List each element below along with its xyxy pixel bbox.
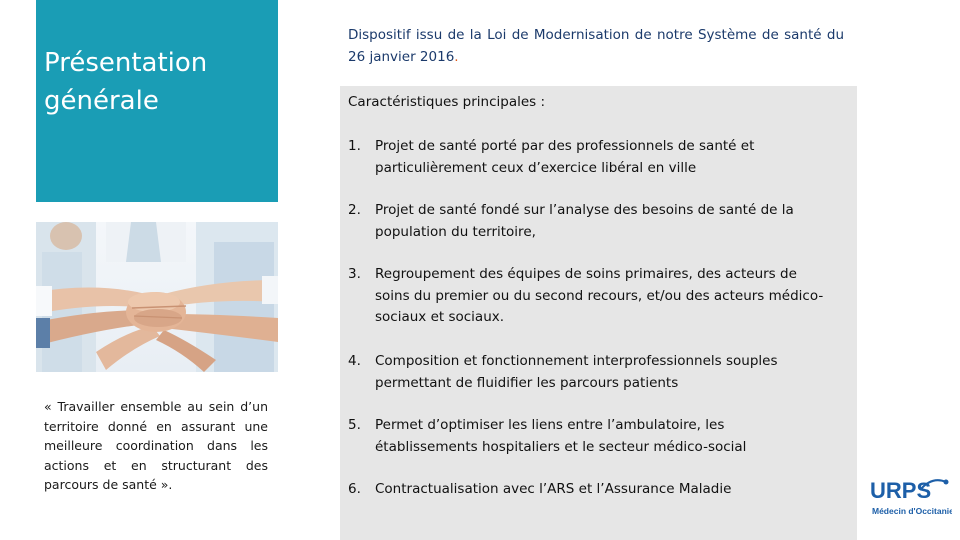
logo-name: URPS: [870, 478, 932, 503]
intro-paragraph: [348, 24, 844, 68]
list-item-text: Permet d’optimiser les liens entre l’ambulatoire, les établissements hospitaliers et le secteur médico-social: [375, 417, 747, 455]
list-item: [348, 200, 828, 243]
list-item-number: 2.: [348, 202, 361, 218]
list-item-number: 5.: [348, 417, 361, 433]
list-item-text: Projet de santé fondé sur l’analyse des besoins de santé de la population du territoire,: [375, 202, 794, 240]
panel-heading: Caractéristiques principales :: [348, 94, 546, 110]
characteristics-panel: [340, 86, 857, 540]
urps-logo-mark: [868, 470, 952, 520]
list-item: [348, 415, 828, 458]
list-item-text: Contractualisation avec l’ARS et l’Assurance Maladie: [375, 481, 732, 497]
page-title: Présentation générale: [44, 48, 208, 116]
list-item: [348, 264, 828, 329]
list-item-number: 6.: [348, 481, 361, 497]
list-item-text: Regroupement des équipes de soins primaires, des acteurs de soins du premier ou du second recours, et/ou des acteurs médico-sociaux et sociaux.: [375, 266, 824, 325]
list-item-number: 3.: [348, 266, 361, 282]
list-item-number: 1.: [348, 138, 361, 154]
hands-together-photo: [36, 222, 278, 372]
list-item: [348, 351, 828, 394]
hands-together-illustration: [36, 222, 278, 372]
intro-text: Dispositif issu de la Loi de Modernisation de notre Système de santé du 26 janvier 2016: [348, 27, 844, 65]
title-box: [36, 0, 278, 202]
list-item: [348, 136, 828, 179]
list-item: [348, 479, 828, 501]
urps-logo: [868, 470, 952, 520]
logo-subtitle: Médecin d'Occitanie: [872, 506, 952, 516]
list-item-text: Projet de santé porté par des professionnels de santé et particulièrement ceux d’exercice libéral en ville: [375, 138, 755, 176]
list-item-text: Composition et fonctionnement interprofessionnels souples permettant de fluidifier les parcours patients: [375, 353, 778, 391]
intro-end: .: [454, 49, 459, 65]
quote-text: « Travailler ensemble au sein d’un territoire donné en assurant une meilleure coordination dans les actions et en structurant des parcours de santé ».: [44, 399, 268, 492]
list-item-number: 4.: [348, 353, 361, 369]
